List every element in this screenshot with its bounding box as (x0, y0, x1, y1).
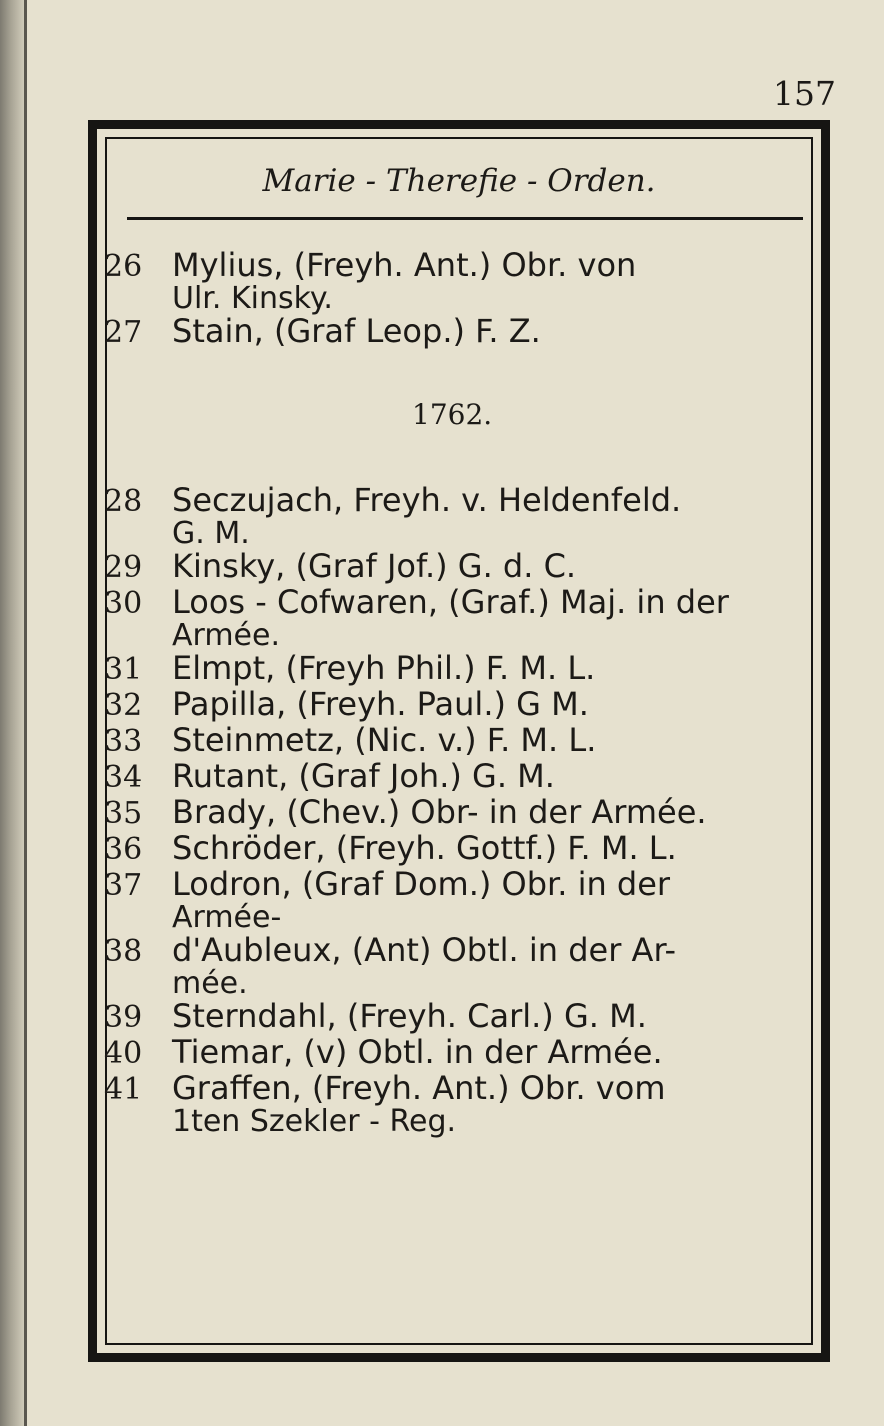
entry-text: Papilla, (Freyh. Paul.) G M. (172, 685, 589, 723)
entry-number: 36 (104, 832, 143, 867)
list-item (104, 687, 816, 723)
entry-text: Graffen, (Freyh. Ant.) Obr. vom (172, 1069, 666, 1107)
entry-number: 27 (104, 315, 143, 350)
entry-text: Lodron, (Graf Dom.) Obr. in der (172, 865, 671, 903)
entry-continuation: 1ten Szekler - Reg. (172, 1104, 457, 1139)
entry-text: Stain, (Graf Leop.) F. Z. (172, 312, 541, 350)
entry-text: d'Aubleux, (Ant) Obtl. in der Ar- (172, 931, 677, 969)
entry-number: 31 (104, 652, 143, 687)
year-heading: 1762. (412, 398, 493, 431)
list-item (104, 759, 816, 795)
entry-number: 33 (104, 724, 143, 759)
entry-continuation: mée. (172, 966, 248, 1001)
list-item (104, 831, 816, 867)
entry-number: 41 (104, 1072, 143, 1107)
list-item (104, 549, 816, 585)
list-item (104, 933, 816, 999)
list-item (104, 867, 816, 933)
entry-text: Brady, (Chev.) Obr- in der Armée. (172, 793, 707, 831)
entry-number: 37 (104, 868, 143, 903)
entry-text: Sterndahl, (Freyh. Carl.) G. M. (172, 997, 647, 1035)
entry-text: Schröder, (Freyh. Gottf.) F. M. L. (172, 829, 677, 867)
list-item (104, 723, 816, 759)
entry-text: Kinsky, (Graf Jof.) G. d. C. (172, 547, 577, 585)
list-item (104, 795, 816, 831)
entry-number: 26 (104, 249, 143, 284)
entry-text: Seczujach, Freyh. v. Heldenfeld. (172, 481, 682, 519)
list-item (104, 585, 816, 651)
entry-list (104, 248, 816, 1137)
entry-continuation: Ulr. Kinsky. (172, 281, 333, 316)
entry-number: 32 (104, 688, 143, 723)
book-spine-edge (0, 0, 26, 1426)
list-item (104, 483, 816, 549)
entry-number: 30 (104, 586, 143, 621)
list-item (104, 999, 816, 1035)
entry-number: 40 (104, 1036, 143, 1071)
entry-text: Elmpt, (Freyh Phil.) F. M. L. (172, 649, 596, 687)
list-item (104, 1071, 816, 1137)
entry-number: 29 (104, 550, 143, 585)
entry-text: Loos - Cofwaren, (Graf.) Maj. in der (172, 583, 729, 621)
gutter-line (24, 0, 27, 1426)
entry-text: Rutant, (Graf Joh.) G. M. (172, 757, 555, 795)
entry-number: 28 (104, 484, 143, 519)
entry-number: 38 (104, 934, 143, 969)
page-header-title: Marie - Therefie - Orden. (262, 163, 656, 199)
list-item (104, 651, 816, 687)
entry-text: Tiemar, (v) Obtl. in der Armée. (172, 1033, 663, 1071)
entry-continuation: G. M. (172, 516, 250, 551)
entry-number: 35 (104, 796, 143, 831)
entry-number: 34 (104, 760, 143, 795)
entry-continuation: Armée. (172, 618, 281, 653)
entry-number: 39 (104, 1000, 143, 1035)
header-rule (127, 217, 803, 220)
entry-text: Mylius, (Freyh. Ant.) Obr. von (172, 246, 637, 284)
entry-text: Steinmetz, (Nic. v.) F. M. L. (172, 721, 597, 759)
page-number: 157 (773, 74, 836, 113)
list-item (104, 1035, 816, 1071)
list-item (104, 248, 816, 314)
list-item (104, 314, 816, 350)
entry-continuation: Armée- (172, 900, 282, 935)
